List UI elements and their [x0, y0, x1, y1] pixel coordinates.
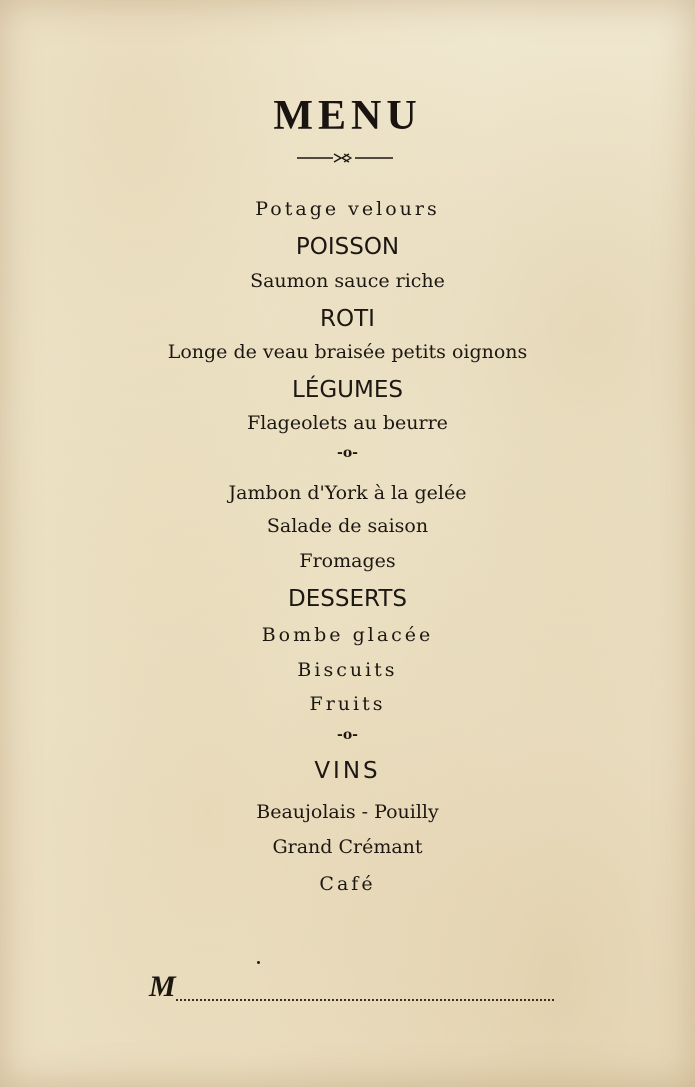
menu-item-longe-de-veau: Longe de veau braisée petits oignons	[167, 341, 528, 363]
menu-item-flageolets: Flageolets au beurre	[247, 412, 448, 434]
separator-2: -o-	[337, 727, 358, 743]
menu-item-fromages: Fromages	[299, 550, 396, 572]
menu-item-fruits: Fruits	[309, 693, 386, 715]
section-heading-poisson: POISSON	[295, 234, 400, 260]
menu-item-cafe: Café	[319, 873, 376, 895]
guest-name-prefix: M	[149, 970, 176, 1003]
section-heading-vins: VINS	[314, 758, 381, 784]
menu-item-salade: Salade de saison	[266, 515, 429, 537]
title-ornament	[297, 150, 393, 164]
menu-item-beaujolais-pouilly: Beaujolais - Pouilly	[256, 801, 439, 823]
ink-speck	[257, 961, 260, 964]
section-heading-roti: ROTI	[320, 306, 375, 332]
guest-name-dotted-line	[176, 999, 554, 1001]
separator-1: -o-	[337, 445, 358, 461]
menu-item-bombe-glacee: Bombe glacée	[261, 624, 434, 646]
menu-title: MENU	[273, 93, 422, 139]
menu-item-grand-cremant: Grand Crémant	[272, 836, 423, 858]
menu-item-biscuits: Biscuits	[297, 659, 398, 681]
section-heading-legumes: LÉGUMES	[292, 377, 403, 403]
menu-item-saumon: Saumon sauce riche	[250, 270, 445, 292]
section-heading-desserts: DESSERTS	[288, 586, 407, 612]
menu-item-potage: Potage velours	[255, 198, 440, 220]
menu-item-jambon: Jambon d'York à la gelée	[228, 482, 467, 504]
